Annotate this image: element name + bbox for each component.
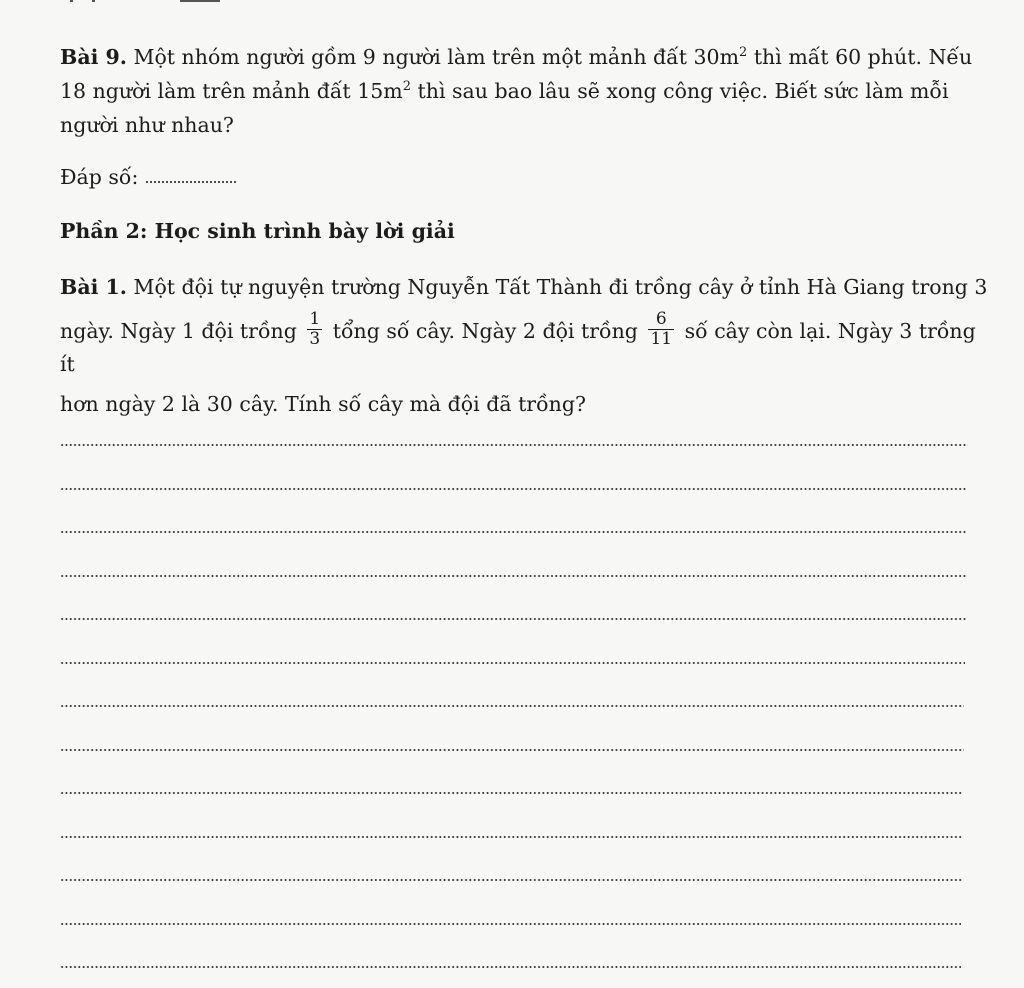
problem-1-line-2: [60, 309, 990, 379]
problem-9-line-2: [60, 76, 990, 106]
problem-9: [60, 42, 990, 140]
answer-line[interactable]: [60, 791, 963, 795]
answer-line[interactable]: [60, 965, 961, 969]
answer-line[interactable]: [60, 922, 961, 926]
superscript-2: 2: [739, 45, 748, 60]
problem-9-label: Bài 9.: [60, 45, 127, 69]
answer-line[interactable]: [60, 617, 966, 621]
problem-1-line-3: [60, 389, 990, 419]
fraction-six-elevenths: $\frac{6}{11}$: [650, 309, 673, 349]
problem-9-text-d: thì sau bao lâu sẽ xong công việc. Biết sức làm mỗi: [411, 79, 949, 103]
problem-1-text-a: Một đội tự nguyện trường Nguyễn Tất Thành đi trồng cây ở tỉnh Hà Giang trong 3: [126, 275, 988, 299]
answer-line[interactable]: [60, 443, 968, 447]
problem-9-line-3: [60, 110, 990, 140]
problem-1: [60, 272, 990, 419]
problem-9-text-c: 18 người làm trên mảnh đất 15m: [60, 79, 403, 103]
answer-row: [60, 162, 990, 192]
answer-line[interactable]: [60, 661, 965, 665]
answer-line[interactable]: [60, 835, 963, 839]
problem-9-text-e: người như nhau?: [60, 113, 234, 137]
answer-label: Đáp số:: [60, 165, 145, 189]
problem-1-text-e: hơn ngày 2 là 30 cây. Tính số cây mà đội đã trồng?: [60, 392, 586, 416]
section-2-title: Phần 2: Học sinh trình bày lời giải: [60, 219, 455, 243]
problem-1-text-c: tổng số cây. Ngày 2 đội trồng: [332, 319, 638, 343]
answer-line[interactable]: [60, 530, 967, 534]
problem-1-label: Bài 1.: [60, 275, 127, 299]
problem-9-text-a: Một nhóm người gồm 9 người làm trên một mảnh đất 30m: [126, 45, 740, 69]
problem-1-text-b: ngày. Ngày 1 đội trồng: [60, 319, 297, 343]
problem-1-line-1: [60, 272, 990, 302]
problem-9-text-b: thì mất 60 phút. Nếu: [747, 45, 973, 69]
answer-line[interactable]: [60, 704, 964, 708]
superscript-2: 2: [402, 79, 411, 94]
section-2-heading: [60, 216, 990, 246]
answer-line[interactable]: [60, 487, 967, 491]
fraction-one-third: $\frac{1}{3}$: [309, 309, 321, 349]
problem-1-text-d: số cây còn lại. Ngày 3 trồng ít: [60, 319, 976, 376]
answer-line[interactable]: [60, 748, 964, 752]
problem-9-line-1: [60, 42, 990, 72]
top-edge-marks: [70, 0, 270, 6]
answer-line[interactable]: [60, 878, 962, 882]
answer-blank[interactable]: [145, 180, 237, 184]
answer-line[interactable]: [60, 574, 966, 578]
